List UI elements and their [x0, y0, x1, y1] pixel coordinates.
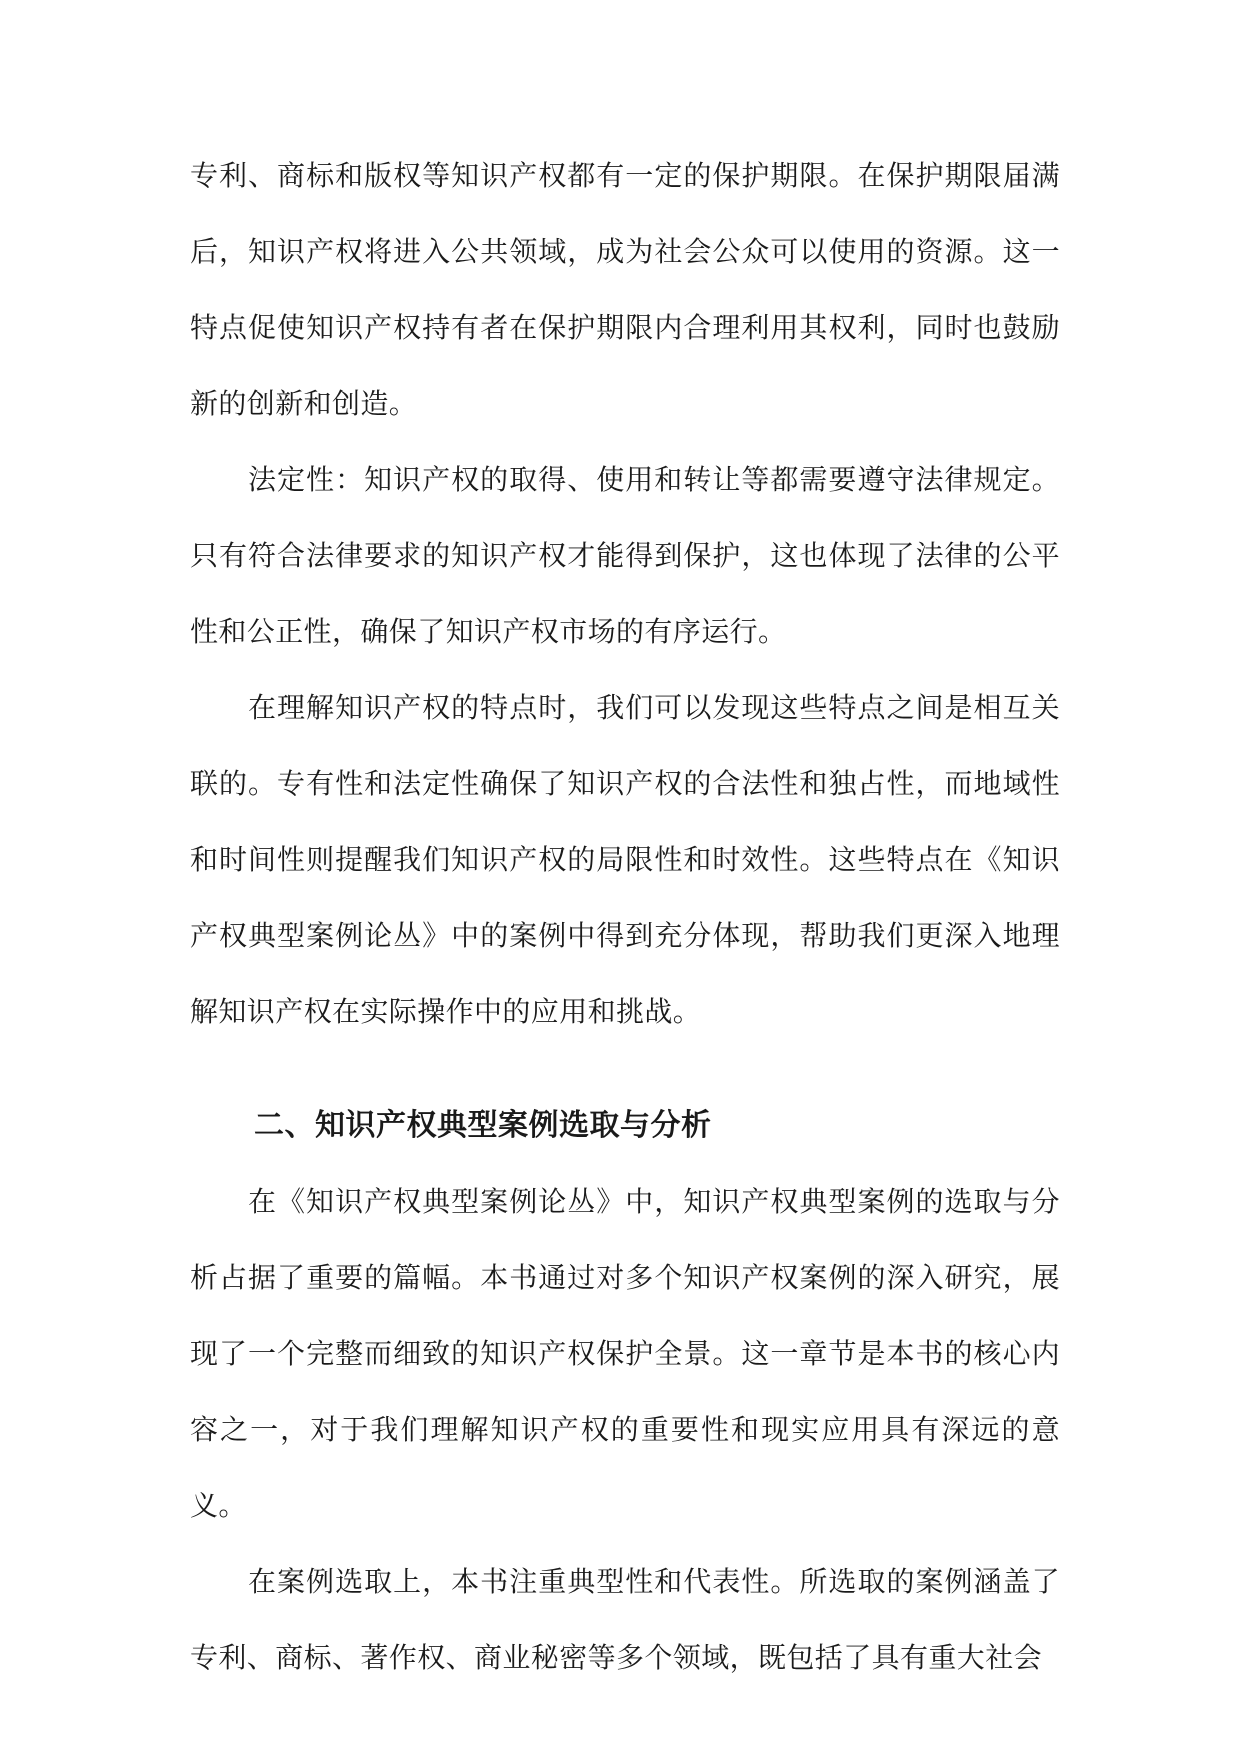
paragraph-legality: 法定性：知识产权的取得、使用和转让等都需要遵守法律规定。只有符合法律要求的知识产权才能得到保护，这也体现了法律的公平性和公正性，确保了知识产权市场的有序运行。	[190, 463, 1060, 648]
document-page	[190, 138, 1060, 1696]
paragraph-case-selection-intro: 在《知识产权典型案例论丛》中，知识产权典型案例的选取与分析占据了重要的篇幅。本书通过对多个知识产权案例的深入研究，展现了一个完整而细致的知识产权保护全景。这一章节是本书的核心内容之一，对于我们理解知识产权的重要性和现实应用具有深远的意义。	[190, 1185, 1060, 1522]
paragraph-case-selection-criteria: 在案例选取上，本书注重典型性和代表性。所选取的案例涵盖了专利、商标、著作权、商业秘密等多个领域，既包括了具有重大社会	[190, 1565, 1060, 1674]
paragraph-characteristics-summary: 在理解知识产权的特点时，我们可以发现这些特点之间是相互关联的。专有性和法定性确保了知识产权的合法性和独占性，而地域性和时间性则提醒我们知识产权的局限性和时效性。这些特点在《知识产权典型案例论丛》中的案例中得到充分体现，帮助我们更深入地理解知识产权在实际操作中的应用和挑战。	[190, 691, 1060, 1028]
paragraph-protection-term: 专利、商标和版权等知识产权都有一定的保护期限。在保护期限届满后，知识产权将进入公共领域，成为社会公众可以使用的资源。这一特点促使知识产权持有者在保护期限内合理利用其权利，同时也鼓励新的创新和创造。	[190, 159, 1060, 420]
section-heading: 二、知识产权典型案例选取与分析	[254, 1108, 712, 1143]
